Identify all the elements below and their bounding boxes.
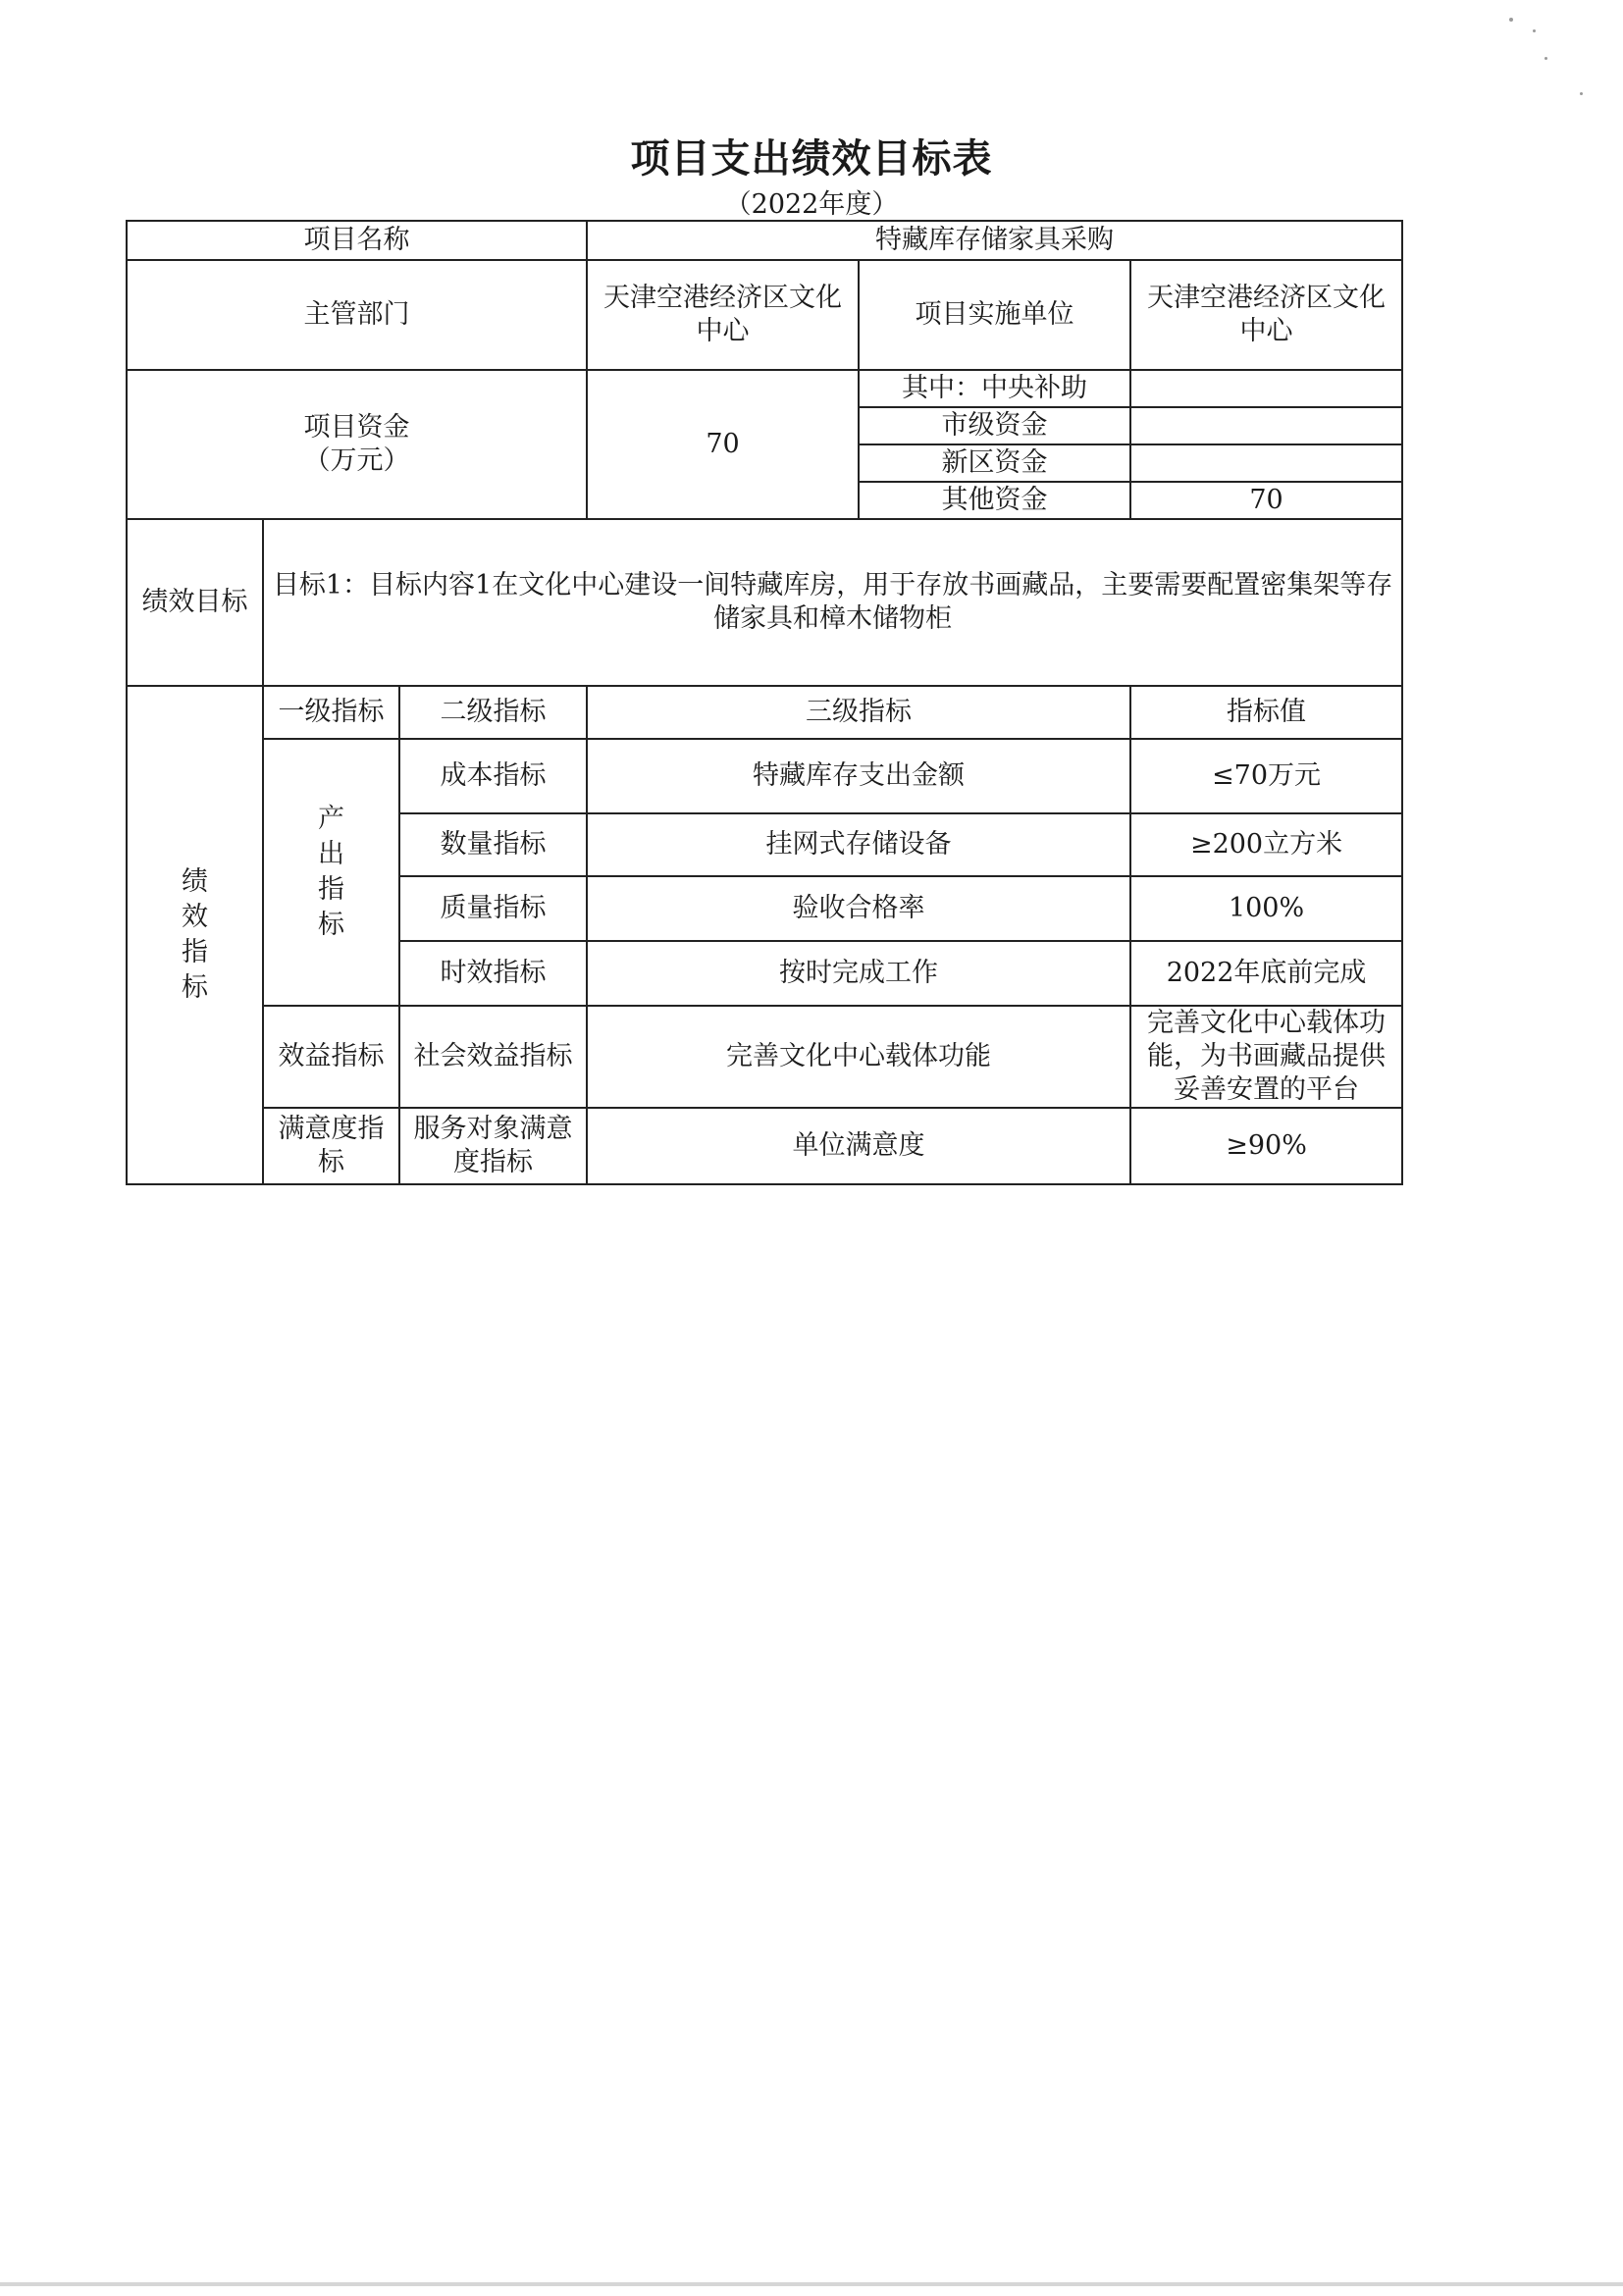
level3-cell: 按时完成工作 [587,941,1130,1006]
indicators-label-char: 效 [182,902,208,932]
unit-label: 项目实施单位 [859,260,1130,370]
project-name-label: 项目名称 [127,221,587,260]
scan-speck [1509,18,1513,22]
table-row [127,221,1402,260]
fund-item-label: 其中：中央补助 [859,370,1130,407]
scan-speck [1580,92,1583,95]
scan-speck [1533,29,1536,32]
fund-label-line2: （万元） [303,445,410,476]
table-row [127,260,1402,370]
fund-item-value [1130,370,1402,407]
indicators-label [127,686,263,1184]
satisfaction-level1: 满意度指标 [263,1108,399,1184]
fund-item-label: 新区资金 [859,444,1130,482]
header-level1: 一级指标 [263,686,399,739]
level2-cell: 数量指标 [399,813,587,876]
benefit-value: 完善文化中心载体功能，为书画藏品提供妥善安置的平台 [1130,1006,1402,1108]
header-level3: 三级指标 [587,686,1130,739]
scan-bottom-edge [0,2282,1623,2286]
fund-total-value: 70 [587,370,859,519]
output-label-char: 出 [318,839,344,869]
indicators-label-char: 指 [182,937,208,967]
fund-item-value [1130,444,1402,482]
header-value: 指标值 [1130,686,1402,739]
level2-cell: 质量指标 [399,876,587,941]
output-label-char: 产 [318,804,344,834]
value-cell: ≥200立方米 [1130,813,1402,876]
output-label-char: 标 [318,910,344,940]
level3-cell: 挂网式存储设备 [587,813,1130,876]
indicators-label-char: 标 [182,972,208,1003]
value-cell: 100% [1130,876,1402,941]
page-subtitle-year: （2022年度） [724,189,899,220]
indicators-label-char: 绩 [182,866,208,897]
level3-cell: 验收合格率 [587,876,1130,941]
fund-item-value: 70 [1130,482,1402,519]
fund-label-line1: 项目资金 [303,412,410,443]
benefit-level2: 社会效益指标 [399,1006,587,1108]
value-cell: 2022年底前完成 [1130,941,1402,1006]
unit-value: 天津空港经济区文化中心 [1130,260,1402,370]
fund-item-value [1130,407,1402,444]
satisfaction-value: ≥90% [1130,1108,1402,1184]
fund-item-label: 市级资金 [859,407,1130,444]
output-indicator-label [263,739,399,1006]
dept-value: 天津空港经济区文化中心 [587,260,859,370]
benefit-level3: 完善文化中心载体功能 [587,1006,1130,1108]
output-label-char: 指 [318,874,344,905]
benefit-level1: 效益指标 [263,1006,399,1108]
page-title: 项目支出绩效目标表 [630,136,993,182]
table-row [127,686,1402,739]
level3-cell: 特藏库存支出金额 [587,739,1130,813]
table-row [127,1108,1402,1184]
level2-cell: 时效指标 [399,941,587,1006]
satisfaction-level3: 单位满意度 [587,1108,1130,1184]
table-row [127,1006,1402,1108]
scan-speck [1544,57,1547,60]
project-name-value: 特藏库存储家具采购 [587,221,1402,260]
goal-text: 目标1：目标内容1在文化中心建设一间特藏库房，用于存放书画藏品，主要需要配置密集架等存储家具和樟木储物柜 [263,519,1402,686]
fund-item-label: 其他资金 [859,482,1130,519]
fund-label [127,370,587,519]
satisfaction-level2: 服务对象满意度指标 [399,1108,587,1184]
level2-cell: 成本指标 [399,739,587,813]
table-row [127,370,1402,407]
table-row [127,519,1402,686]
value-cell: ≤70万元 [1130,739,1402,813]
table-row [127,739,1402,813]
dept-label: 主管部门 [127,260,587,370]
header-level2: 二级指标 [399,686,587,739]
performance-target-table [126,220,1403,1185]
goal-label: 绩效目标 [127,519,263,686]
